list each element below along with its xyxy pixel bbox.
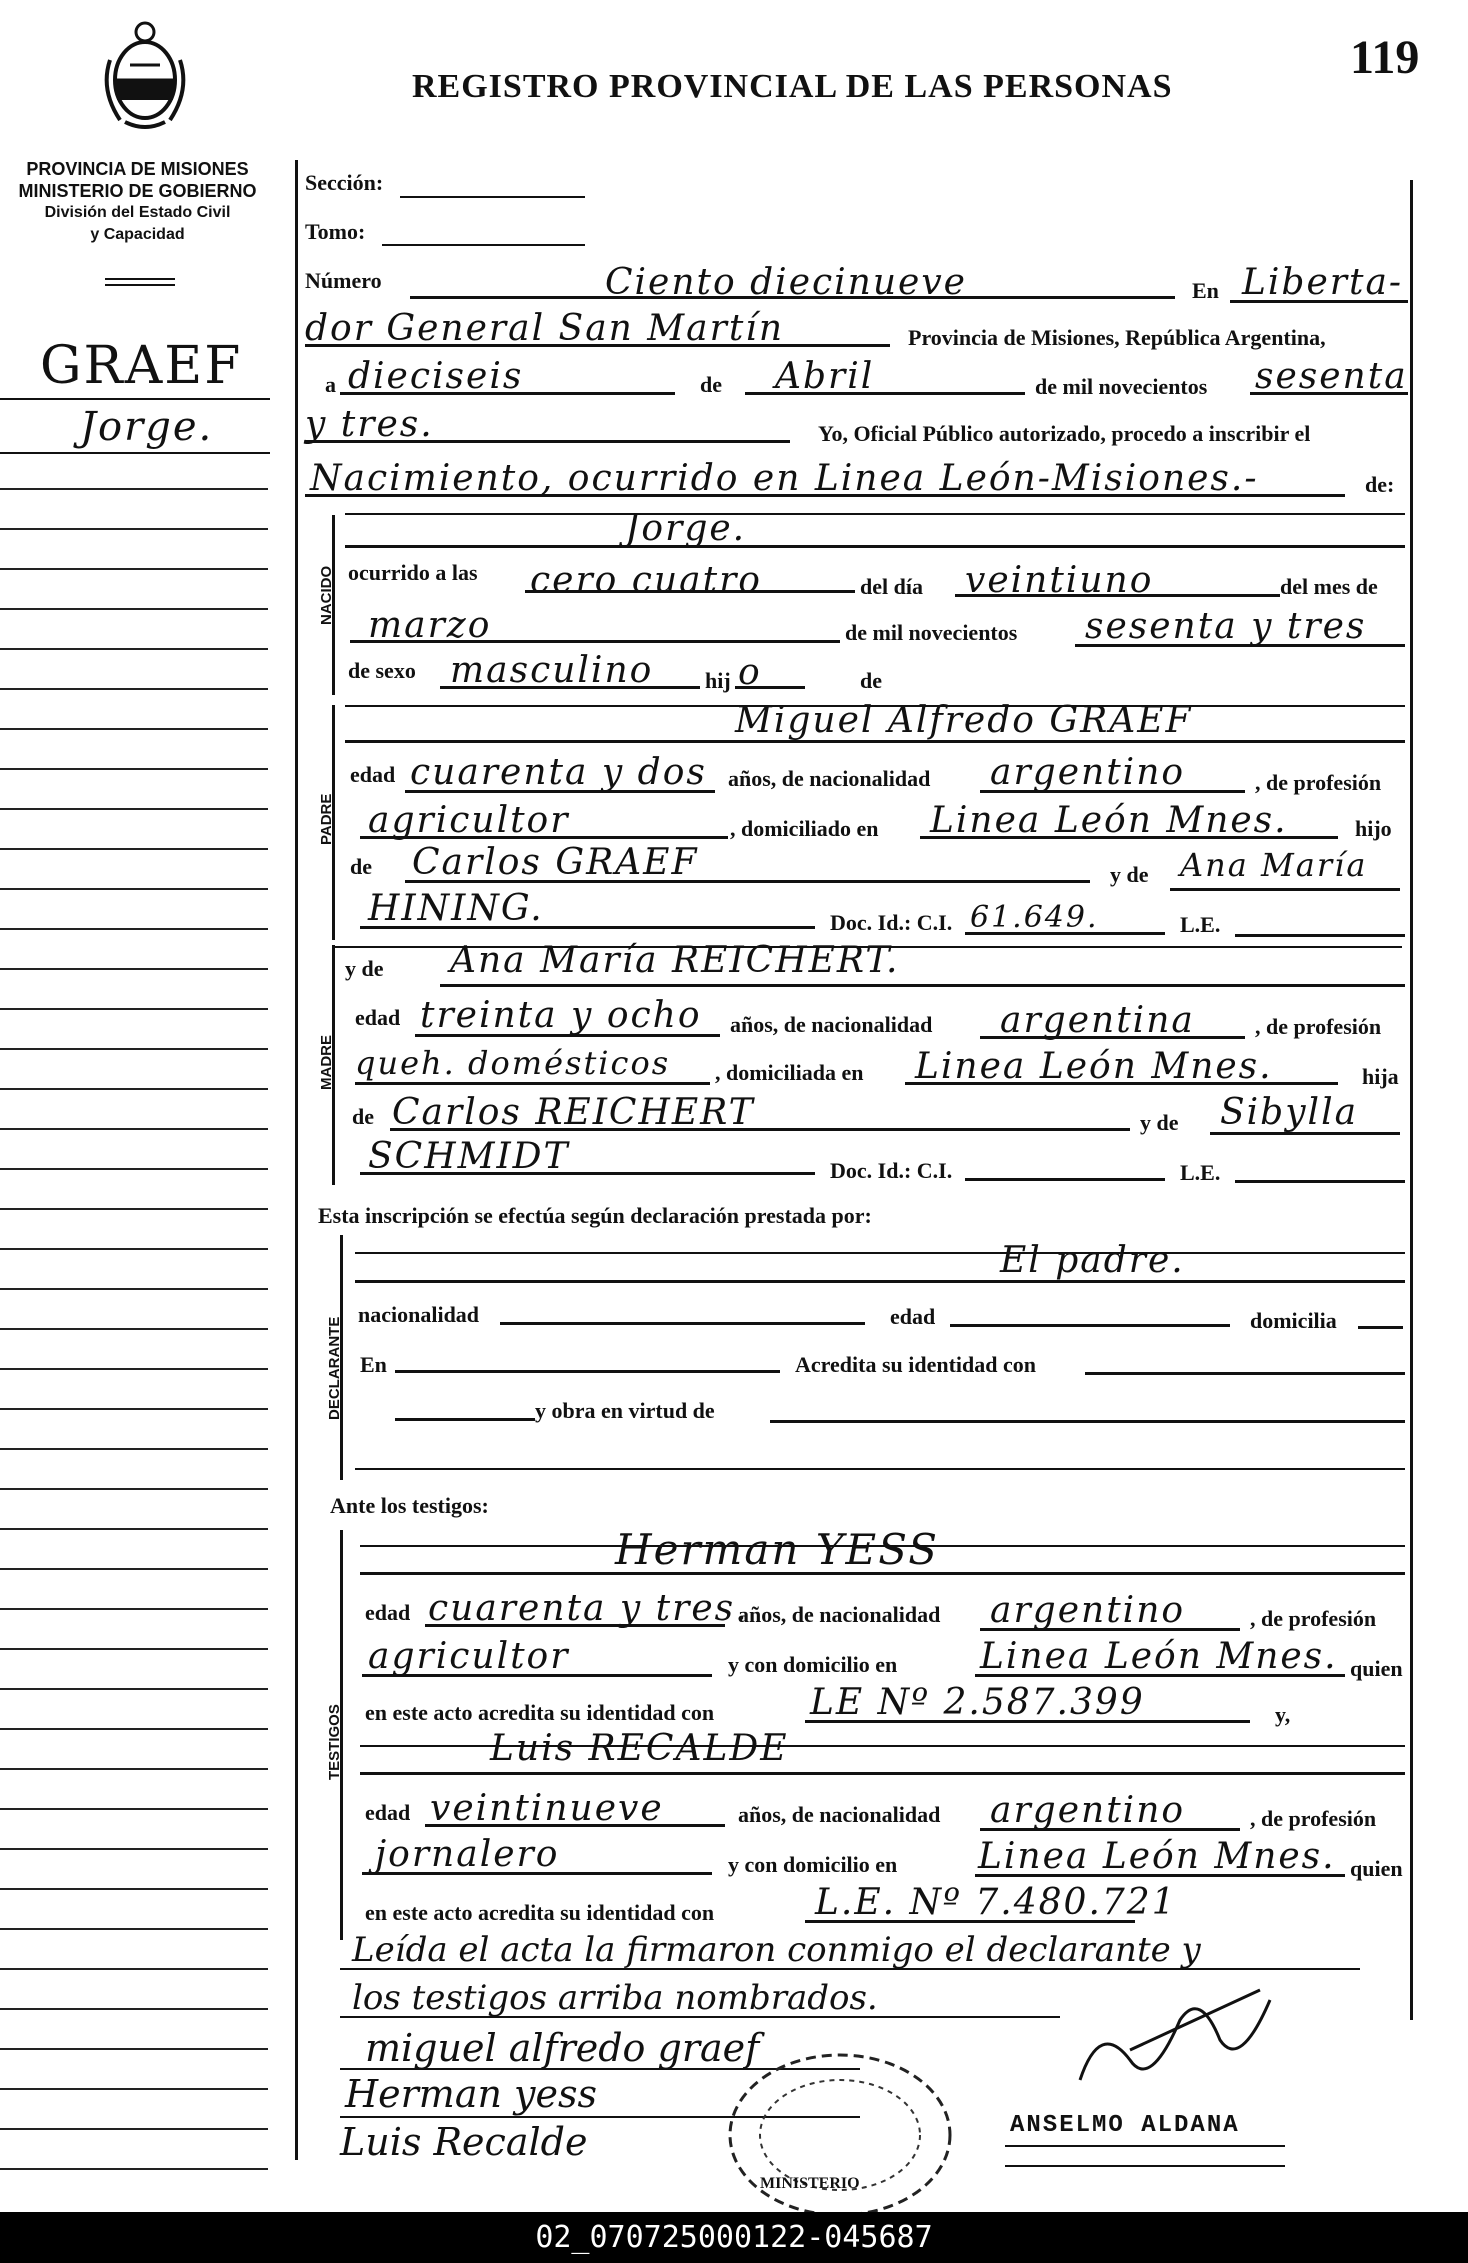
side-label-padre: PADRE [318, 793, 335, 845]
label-quien: quien [1350, 1656, 1403, 1681]
madre-domicilio: Linea León Mnes. [915, 1046, 1273, 1087]
entry-hij-suffix: o [738, 652, 762, 693]
label-anos-nac-3: años, de nacionalidad [738, 1602, 941, 1627]
label-hij: hij [705, 668, 731, 693]
label-ante-testigos: Ante los testigos: [330, 1493, 489, 1518]
label-con-domicilio-2: y con domicilio en [728, 1852, 898, 1877]
label-obra-virtud: y obra en virtud de [535, 1398, 715, 1423]
label-edad-5: edad [365, 1800, 411, 1825]
declarante-nombre: El padre. [1000, 1240, 1185, 1281]
label-provincia: Provincia de Misiones, República Argentina, [908, 325, 1326, 350]
label-edad-2: edad [355, 1005, 401, 1030]
label-ocurrido: ocurrido a las [348, 560, 478, 585]
closing-line-2: los testigos arriba nombrados. [352, 1978, 878, 2018]
label-y-de-2: y de [345, 956, 384, 981]
padre-madre-1: Ana María [1180, 846, 1368, 884]
margin-surname: GRAEF [40, 336, 243, 396]
testigo2-nacionalidad: argentino [990, 1790, 1186, 1831]
label-de-2: de [860, 668, 882, 693]
label-domicilia: domicilia [1250, 1308, 1337, 1333]
madre-nombre: Ana María REICHERT. [450, 940, 900, 981]
file-id-footer: 02_070725000122-045687 [0, 2212, 1468, 2263]
entry-anio-1: sesenta [1255, 356, 1408, 397]
label-declaracion: Esta inscripción se efectúa según declaración prestada por: [318, 1203, 872, 1228]
label-y-de-3: y de [1140, 1110, 1179, 1135]
coat-of-arms-icon [100, 20, 190, 135]
label-doc-id-2: Doc. Id.: C.I. [830, 1158, 953, 1183]
label-de-3: de [350, 854, 372, 879]
entry-dia: dieciseis [348, 356, 524, 397]
label-a: a [325, 372, 336, 397]
label-del-dia: del día [860, 574, 923, 599]
entry-lugar-2: dor General San Martín [305, 308, 785, 349]
label-domiciliada: , domiciliada en [715, 1060, 864, 1085]
padre-nombre: Miguel Alfredo GRAEF [735, 700, 1193, 741]
padre-padre: Carlos GRAEF [412, 842, 699, 883]
label-profesion: , de profesión [1255, 770, 1382, 795]
label-anos-nac-4: años, de nacionalidad [738, 1802, 941, 1827]
agency-line: PROVINCIA DE MISIONES [26, 159, 249, 179]
agency-line: y Capacidad [90, 226, 185, 243]
label-en-2: En [360, 1352, 387, 1377]
label-profesion-4: , de profesión [1250, 1806, 1377, 1831]
madre-nacionalidad: argentina [1000, 1000, 1195, 1041]
label-numero: Número [305, 268, 382, 293]
officer-signature-icon [1070, 1980, 1300, 2100]
testigo1-edad: cuarenta y tres. [428, 1588, 749, 1629]
page-number: 119 [1350, 31, 1420, 84]
agency-block [0, 158, 275, 246]
entry-mes-nac: marzo [368, 605, 492, 646]
side-label-testigos: TESTIGOS [326, 1704, 343, 1780]
label-doc-id: Doc. Id.: C.I. [830, 910, 953, 935]
agency-line: MINISTERIO DE GOBIERNO [18, 181, 257, 201]
label-hija: hija [1362, 1064, 1399, 1089]
margin-given-name: Jorge. [80, 404, 214, 450]
label-con-domicilio: y con domicilio en [728, 1652, 898, 1677]
testigo1-domicilio: Linea León Mnes. [980, 1636, 1338, 1677]
entry-lugar-1: Liberta- [1242, 262, 1404, 303]
label-profesion-3: , de profesión [1250, 1606, 1377, 1631]
testigo1-nombre: Herman YESS [615, 1525, 940, 1574]
entry-numero: Ciento diecinueve [605, 262, 967, 303]
label-edad: edad [350, 762, 396, 787]
label-de-4: de [352, 1104, 374, 1129]
label-anos-nac: años, de nacionalidad [728, 766, 931, 791]
signature-testigo-2: Luis Recalde [340, 2120, 588, 2164]
label-tomo: Tomo: [305, 219, 366, 244]
label-yo-oficial: Yo, Oficial Público autorizado, procedo a inscribir el [818, 421, 1311, 446]
label-le: L.E. [1180, 912, 1221, 937]
agency-line: División del Estado Civil [44, 204, 231, 221]
entry-nombre: Jorge. [625, 508, 747, 549]
testigo1-documento: LE Nº 2.587.399 [810, 1682, 1145, 1723]
madre-madre-1: Sibylla [1220, 1092, 1359, 1133]
page-title: REGISTRO PROVINCIAL DE LAS PERSONAS [412, 68, 1173, 105]
padre-profesion: agricultor [368, 800, 570, 841]
official-stamp-icon [720, 2050, 960, 2220]
signature-padre: miguel alfredo graef [365, 2026, 760, 2070]
label-en: En [1192, 278, 1219, 303]
label-en-este-acto: en este acto acredita su identidad con [365, 1700, 715, 1725]
label-hijo: hijo [1355, 816, 1392, 841]
closing-line-1: Leída el acta la firmaron conmigo el declarante y [352, 1930, 1201, 1970]
label-de: de [700, 372, 722, 397]
label-y-comma: y, [1275, 1702, 1291, 1727]
side-label-nacido: NACIDO [318, 565, 335, 625]
padre-domicilio: Linea León Mnes. [930, 800, 1288, 841]
label-quien-2: quien [1350, 1856, 1403, 1881]
madre-madre-2: SCHMIDT [368, 1136, 570, 1177]
padre-nacionalidad: argentino [990, 752, 1186, 793]
testigo2-documento: L.E. Nº 7.480.721 [815, 1882, 1177, 1923]
madre-profesion: queh. domésticos [355, 1044, 671, 1082]
entry-sexo: masculino [450, 650, 654, 691]
testigo2-nombre: Luis RECALDE [490, 1728, 789, 1769]
madre-edad: treinta y ocho [420, 995, 702, 1036]
label-y-de: y de [1110, 862, 1149, 887]
entry-acto: Nacimiento, ocurrido en Linea León-Misiones.- [310, 458, 1259, 499]
entry-dia-nac: veintiuno [965, 560, 1154, 601]
label-profesion-2: , de profesión [1255, 1014, 1382, 1039]
entry-anio-2: y tres. [305, 404, 434, 445]
testigo1-nacionalidad: argentino [990, 1590, 1186, 1631]
label-mil-novecientos-2: de mil novecientos [845, 620, 1018, 645]
stamp-text: MINISTERIO [760, 2175, 860, 2192]
officer-name: ANSELMO ALDANA [1010, 2112, 1240, 2139]
padre-edad: cuarenta y dos [410, 752, 707, 793]
testigo1-profesion: agricultor [368, 1636, 570, 1677]
entry-hora: cero cuatro [530, 560, 762, 601]
madre-padre: Carlos REICHERT [392, 1092, 755, 1133]
padre-madre-2: HINING. [368, 888, 544, 929]
label-sexo: de sexo [348, 658, 416, 683]
label-edad-3: edad [890, 1304, 936, 1329]
label-le-2: L.E. [1180, 1160, 1221, 1185]
testigo2-edad: veintinueve [430, 1788, 664, 1829]
label-mil-novecientos: de mil novecientos [1035, 374, 1208, 399]
label-de-colon: de: [1365, 472, 1395, 497]
label-seccion: Sección: [305, 170, 384, 195]
signature-testigo-1: Herman yess [345, 2072, 597, 2116]
label-en-este-acto-2: en este acto acredita su identidad con [365, 1900, 715, 1925]
label-anos-nac-2: años, de nacionalidad [730, 1012, 933, 1037]
entry-mes: Abril [775, 356, 875, 397]
label-acredita: Acredita su identidad con [795, 1352, 1037, 1377]
side-label-madre: MADRE [318, 1035, 335, 1090]
label-nacionalidad: nacionalidad [358, 1302, 480, 1327]
padre-ci: 61.649. [970, 900, 1099, 935]
side-label-declarante: DECLARANTE [326, 1316, 343, 1420]
label-edad-4: edad [365, 1600, 411, 1625]
entry-anio-nac: sesenta y tres [1085, 606, 1367, 647]
testigo2-domicilio: Linea León Mnes. [978, 1836, 1336, 1877]
label-domiciliado: , domiciliado en [730, 816, 879, 841]
testigo2-profesion: jornalero [375, 1834, 560, 1875]
label-del-mes: del mes de [1280, 574, 1378, 599]
